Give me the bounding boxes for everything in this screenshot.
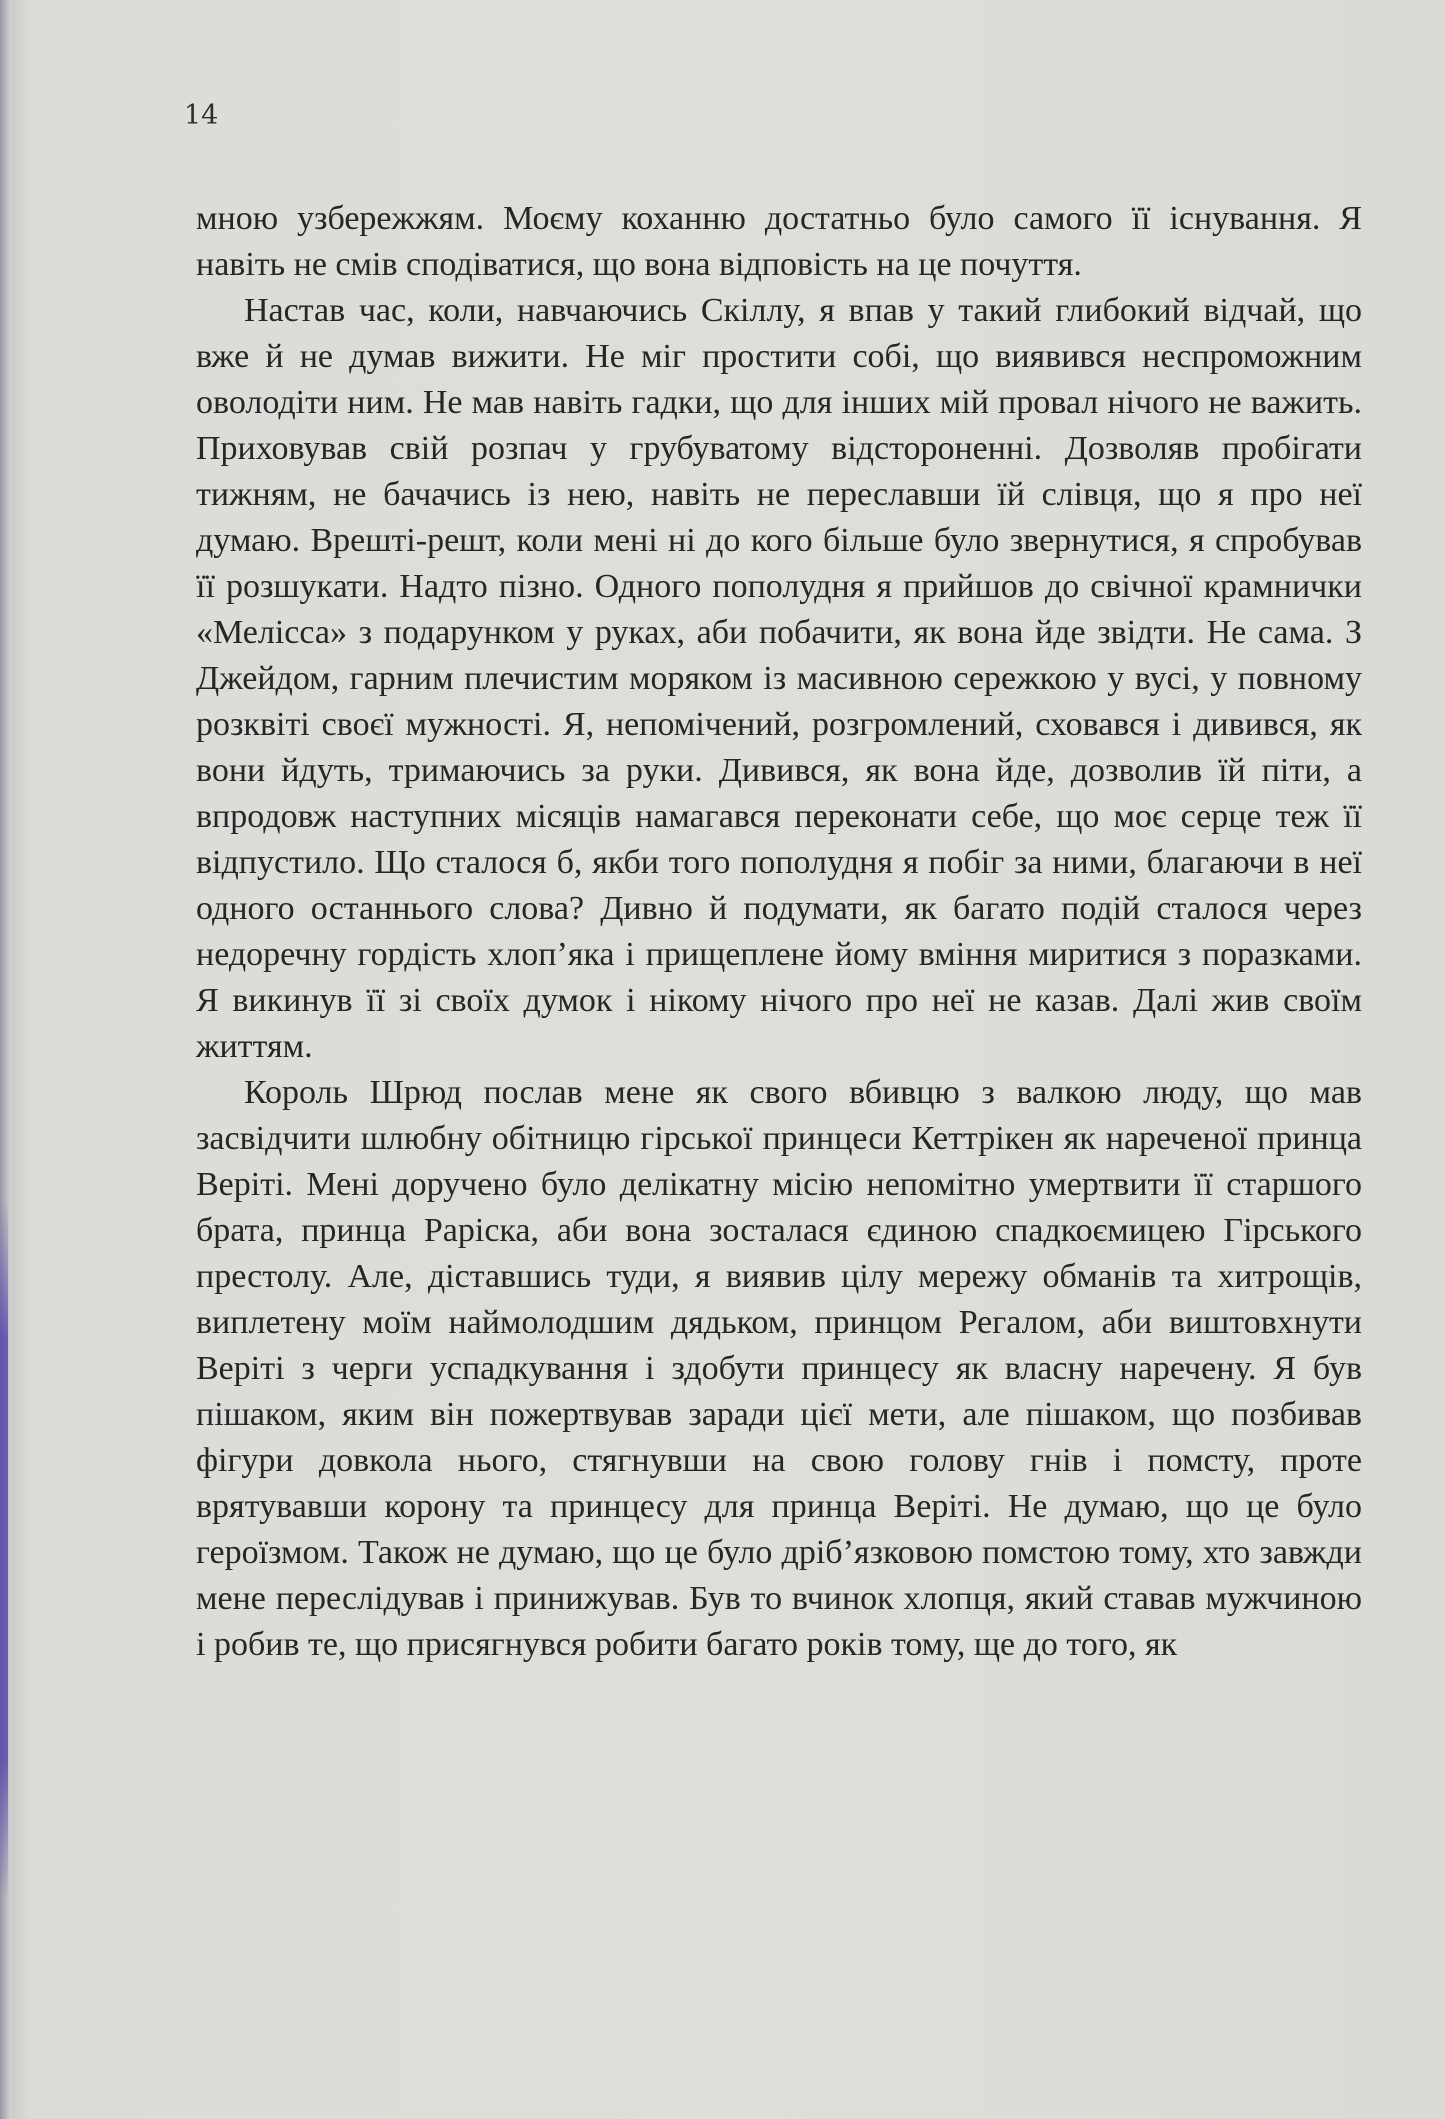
- book-left-edge: [0, 0, 12, 2119]
- body-text: [196, 196, 1362, 1668]
- paragraph-3: Король Шрюд послав мене як свого вбивцю з валкою люду, що мав засвідчити шлюбну обітницю гірської принцеси Кеттрікен як нареченої принца Веріті. Мені доручено було делікатну місію непомітно умертвити її старшого брата, принца Раріска, аби вона зосталася єдиною спадкоємицею Гірського престолу. Але, діставшись туди, я виявив цілу мережу обманів та хитрощів, виплетену моїм наймолодшим дядьком, принцом Регалом, аби виштовхнути Веріті з черги успадкування і здобути принцесу як власну наречену. Я був пішаком, яким він пожертвував заради цієї мети, але пішаком, що позбивав фігури довкола нього, стягнувши на свою голову гнів і помсту, проте врятувавши корону та принцесу для принца Веріті. Не думаю, що це було героїзмом. Також не думаю, що це було дріб’язковою помстою тому, хто завжди мене переслідував і принижував. Був то вчинок хлопця, який ставав мужчиною і робив те, що присягнувся робити багато років тому, ще до того, як: [196, 1074, 1362, 1663]
- paragraph-2: Настав час, коли, навчаючись Скіллу, я впав у такий глибокий відчай, що вже й не думав вижити. Не міг простити собі, що виявився неспроможним оволодіти ним. Не мав навіть гадки, що для інших мій провал нічого не важить. Приховував свій розпач у грубуватому відстороненні. Дозволяв пробігати тижням, не бачачись із нею, навіть не переславши їй слівця, що я про неї думаю. Врешті-решт, коли мені ні до кого більше було звернутися, я спробував її розшукати. Надто пізно. Одного пополудня я прийшов до свічної крамнички «Мелісса» з подарунком у руках, аби побачити, як вона йде звідти. Не сама. З Джейдом, гарним плечистим моряком із масивною сережкою у вусі, у повному розквіті своєї мужності. Я, непомічений, розгромлений, сховався і дивився, як вони йдуть, тримаючись за руки. Дивився, як вона йде, дозволив їй піти, а впродовж наступних місяців намагався переконати себе, що моє серце теж її відпустило. Що сталося б, якби того пополудня я побіг за ними, благаючи в неї одного останнього слова? Дивно й подумати, як багато подій сталося через недоречну гордість хлоп’яка і прищеплене йому вміння миритися з поразками. Я викинув її зі своїх думок і нікому нічого про неї не казав. Далі жив своїм життям.: [196, 292, 1362, 1065]
- page-number: 14: [184, 100, 219, 131]
- cover-edge-tint: [0, 1200, 8, 1900]
- paragraph-1: мною узбережжям. Моєму коханню достатньо було самого її існування. Я навіть не смів сподіватися, що вона відповість на це почуття.: [196, 200, 1362, 283]
- book-page: [12, 0, 1445, 2119]
